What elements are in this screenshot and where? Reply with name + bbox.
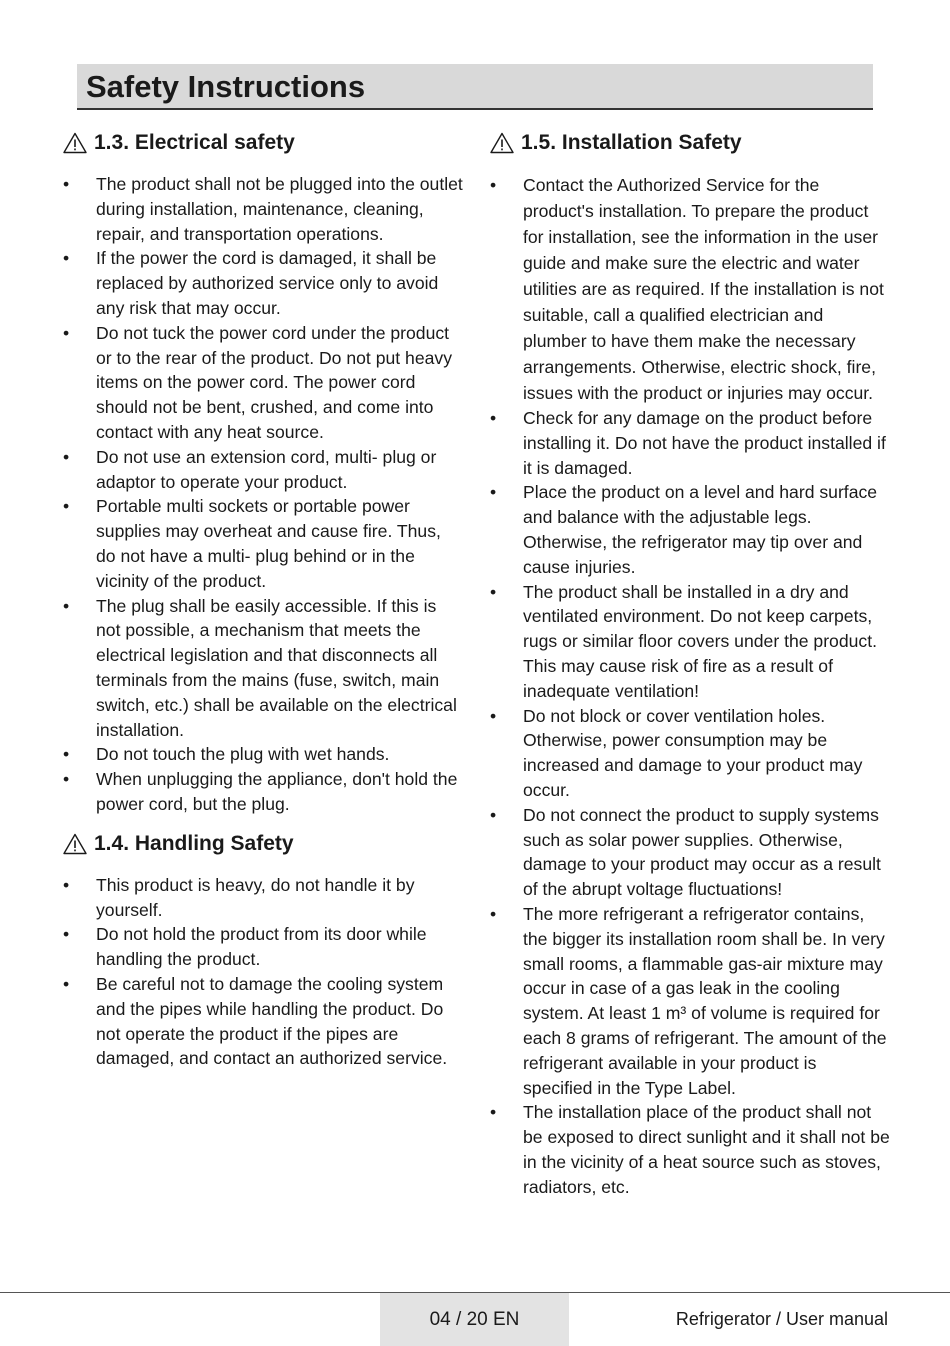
warning-triangle-icon <box>63 132 87 154</box>
list-item: • The product shall not be plugged into the outlet during installation, maintenance, cleaning, repair, and transportation operations. <box>63 172 463 246</box>
list-item: • Do not connect the product to supply systems such as solar power supplies. Otherwise, damage to your product may occur as a result of the abrupt voltage fluctuations! <box>490 803 890 902</box>
section-title: 1.3. Electrical safety <box>94 131 295 154</box>
list-item: • Portable multi sockets or portable power supplies may overheat and cause fire. Thus, do not have a multi- plug behind or in the vicinity of the product. <box>63 494 463 593</box>
handling-safety-list <box>63 873 463 1071</box>
warning-triangle-icon <box>490 132 514 154</box>
installation-safety-heading <box>490 128 890 158</box>
section-title: 1.5. Installation Safety <box>521 131 742 154</box>
page-title: Safety Instructions <box>86 69 366 104</box>
list-item: • Place the product on a level and hard surface and balance with the adjustable legs. Otherwise, the refrigerator may tip over and cause injuries. <box>490 480 890 579</box>
title-bar <box>77 64 873 110</box>
list-item: • Contact the Authorized Service for the product's installation. To prepare the product for installation, see the information in the user guide and make sure the electric and water utilities are as required. If the installation is not suitable, call a qualified electrician and plumber to have them make the necessary arrangements. Otherwise, electric shock, fire, issues with the product or injuries may occur. <box>490 172 890 406</box>
list-item: • Do not tuck the power cord under the product or to the rear of the product. Do not put heavy items on the power cord. The power cord should not be bent, crushed, and come into contact with any heat source. <box>63 321 463 445</box>
list-item: • Check for any damage on the product before installing it. Do not have the product installed if it is damaged. <box>490 406 890 480</box>
handling-safety-heading <box>63 829 463 859</box>
installation-safety-list <box>490 172 890 1200</box>
warning-triangle-icon <box>63 833 87 855</box>
list-item: • The plug shall be easily accessible. If this is not possible, a mechanism that meets the electrical legislation and that disconnects all terminals from the mains (fuse, switch, main switch, etc.) shall be available on the electrical installation. <box>63 594 463 743</box>
list-item: • Do not use an extension cord, multi- plug or adaptor to operate your product. <box>63 445 463 495</box>
list-item: • The more refrigerant a refrigerator contains, the bigger its installation room shall be. In very small rooms, a flammable gas-air mixture may occur in case of a gas leak in the cooling system. At least 1 m³ of volume is required for each 8 grams of refrigerant. The amount of the refrigerant available in your product is specified in the Type Label. <box>490 902 890 1100</box>
list-item: • Do not hold the product from its door while handling the product. <box>63 922 463 972</box>
list-item: • If the power the cord is damaged, it shall be replaced by authorized service only to avoid any risk that may occur. <box>63 246 463 320</box>
list-item: • The installation place of the product shall not be exposed to direct sunlight and it shall not be in the vicinity of a heat source such as stoves, radiators, etc. <box>490 1100 890 1199</box>
list-item: • The product shall be installed in a dry and ventilated environment. Do not keep carpets, rugs or similar floor covers under the product. This may cause risk of fire as a result of inadequate ventilation! <box>490 580 890 704</box>
electrical-safety-heading <box>63 128 463 158</box>
list-item: • This product is heavy, do not handle it by yourself. <box>63 873 463 923</box>
section-title: 1.4. Handling Safety <box>94 831 294 855</box>
list-item: • When unplugging the appliance, don't hold the power cord, but the plug. <box>63 767 463 817</box>
manual-title: Refrigerator / User manual <box>675 1309 888 1329</box>
electrical-safety-list <box>63 172 463 817</box>
list-item: • Do not block or cover ventilation holes. Otherwise, power consumption may be increased and damage to your product may occur. <box>490 704 890 803</box>
list-item: • Do not touch the plug with wet hands. <box>63 742 463 767</box>
page-number-box <box>380 1293 569 1346</box>
page-number: 04 / 20 EN <box>429 1308 520 1330</box>
list-item: • Be careful not to damage the cooling system and the pipes while handling the product. Do not operate the product if the pipes are damaged, and contact an authorized service. <box>63 972 463 1071</box>
right-column <box>490 128 890 1200</box>
left-column <box>63 128 463 1071</box>
